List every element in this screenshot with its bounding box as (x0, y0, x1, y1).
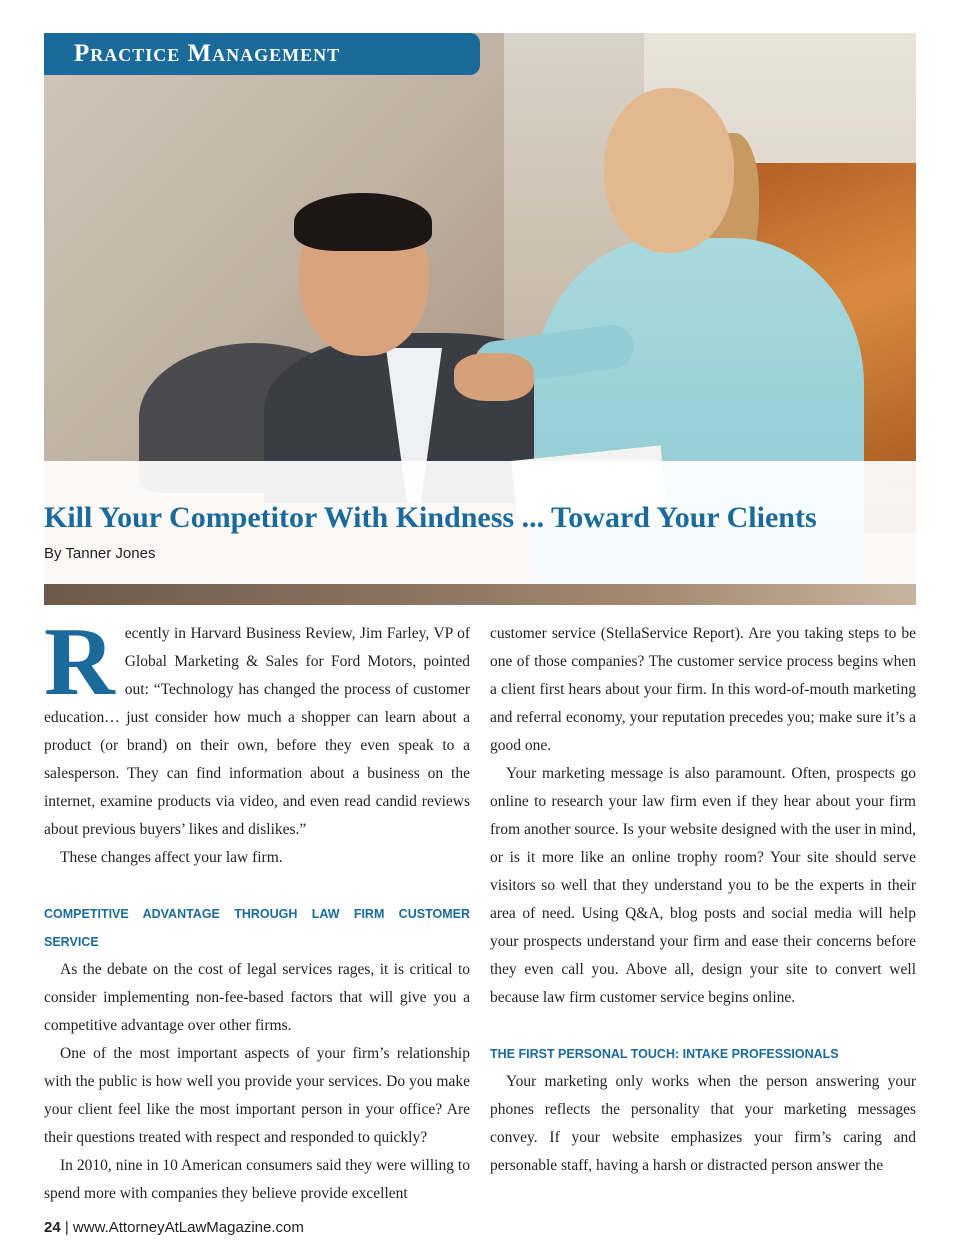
paragraph: One of the most important aspects of your firm’s relationship with the public is how well you provide your services. Do you make your client feel like the most important person in your office? Are their questions treated with respect and responded to quickly? (44, 1045, 470, 1146)
paragraph: customer service (StellaService Report). Are you taking steps to be one of those companies? The customer service process begins when a client first hears about your firm. In this word-of-mouth marketing and referral economy, your reputation precedes you; make sure it’s a good one. (490, 625, 916, 754)
drop-cap: R (44, 608, 115, 716)
column-left (44, 608, 470, 1208)
paragraph: Your marketing only works when the person answering your phones reflects the personality that your marketing messages convey. If your website emphasizes your firm’s caring and personable staff, having a harsh or distracted person answer the (490, 1073, 916, 1174)
paragraph: Your marketing message is also paramount. Often, prospects go online to research your law firm even if they hear about your firm from another source. Is your website designed with the user in mind, or is it more like an online trophy room? Your site should serve visitors so well that they understand you to be the experts in their area of need. Using Q&A, blog posts and social media will help your prospects understand your firm and ease their concerns before they even call you. Above all, design your site to convert well because law firm customer service begins online. (490, 765, 916, 1006)
page-number: 24 (44, 1219, 61, 1236)
footer-separator: | (60, 1219, 73, 1236)
column-right (490, 620, 916, 1180)
section-tab (44, 33, 480, 75)
subhead: THE FIRST PERSONAL TOUCH: INTAKE PROFESSIONALS (490, 1047, 839, 1061)
article-byline: By Tanner Jones (44, 545, 156, 562)
paragraph: As the debate on the cost of legal services rages, it is critical to consider implementing non-fee-based factors that will give you a competitive advantage over other firms. (44, 961, 470, 1034)
footer-url[interactable]: www.AttorneyAtLawMagazine.com (72, 1219, 304, 1236)
section-title: Practice Management (74, 40, 341, 67)
subhead: COMPETITIVE ADVANTAGE THROUGH LAW FIRM CUSTOMER SERVICE (44, 907, 470, 949)
page-footer (44, 1219, 304, 1236)
article-headline: Kill Your Competitor With Kindness ... Toward Your Clients (44, 501, 817, 534)
paragraph: In 2010, nine in 10 American consumers said they were willing to spend more with companies they believe provide excellent (44, 1157, 470, 1202)
paragraph: Recently in Harvard Business Review, Jim Farley, VP of Global Marketing & Sales for Ford Motors, pointed out: “Technology has changed the process of customer education… just consider how much a shopper can learn about a product (or brand) on their own, before they even speak to a salesperson. They can find information about a business on the internet, examine products via video, and even read candid reviews about previous buyers’ likes and dislikes.” (44, 608, 470, 838)
paragraph: These changes affect your law firm. (60, 849, 283, 866)
